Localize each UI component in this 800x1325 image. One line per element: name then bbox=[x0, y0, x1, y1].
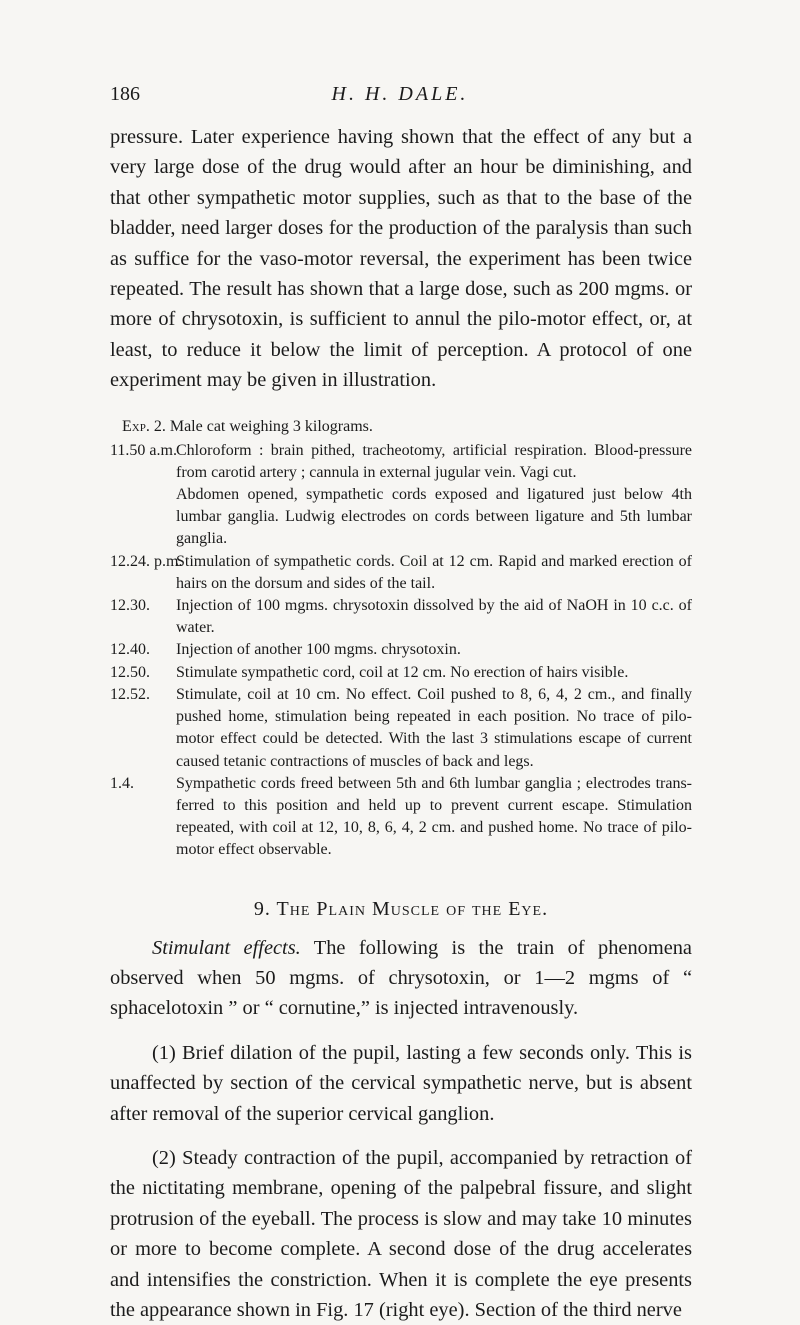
section-heading bbox=[110, 898, 692, 921]
running-head: H. H. DALE. bbox=[331, 83, 469, 105]
protocol-time: 12.24. p.m. bbox=[110, 552, 183, 570]
protocol-time: 11.50 a.m. bbox=[110, 441, 177, 459]
protocol-text: Sympathetic cords freed between 5th and 6th lumbar ganglia ; electrodes trans-ferred to this position and held up to prevent current escape. Stimulation repeated, with coil at 12, 10, 8, 6, 4, 2 cm. and pushed home. No trace of pilo-motor effect observable. bbox=[176, 774, 692, 859]
protocol-text: Stimulate, coil at 10 cm. No effect. Coil pushed to 8, 6, 4, 2 cm., and finally pushed home, stimulation being repeated in each position. No trace of pilo-motor effect could be detected. With the last 3 stimulations escape of current caused tetanic contractions of muscles of back and legs. bbox=[176, 685, 692, 770]
stimulant-paragraph bbox=[110, 933, 692, 1024]
protocol-text: Abdomen opened, sympathetic cords exposed and ligatured just below 4th lumbar ganglia. Ludwig electrodes on cords between ligature and 5th lumbar ganglia. bbox=[176, 486, 692, 548]
stimulant-rest: The following is the train of phenomena observed when 50 mgms. of chrysotoxin, or 1—2 mgms of “ sphacelotoxin ” or “ cornutine,” is injected intravenously. bbox=[110, 936, 692, 1020]
paragraph-2: (2) Steady contraction of the pupil, accompanied by retraction of the nictitating membrane, opening of the palpebral fissure, and slight protrusion of the eyeball. The process is slow and may take 10 minutes or more to become complete. A second dose of the drug accelerates and intensifies the constriction. When it is complete the eye presents the appearance shown in Fig. 17 (right eye). Section of the third nerve bbox=[110, 1146, 692, 1321]
page-number: 186 bbox=[110, 83, 140, 105]
page-body bbox=[110, 122, 692, 1325]
protocol-text: Stimulate sympathetic cord, coil at 12 cm. No erection of hairs visible. bbox=[176, 663, 629, 681]
protocol-entry bbox=[110, 684, 692, 773]
page-header bbox=[110, 83, 690, 117]
protocol-time: 12.30. bbox=[110, 597, 150, 615]
protocol-time: 12.50. bbox=[110, 663, 150, 681]
protocol-entry bbox=[110, 551, 692, 595]
paragraph-1: (1) Brief dilation of the pupil, lasting a few seconds only. This is unaffected by section of the cervical sympathetic nerve, but is absent after removal of the superior cervical ganglion. bbox=[110, 1041, 692, 1125]
protocol-entry bbox=[110, 440, 692, 484]
experiment-protocol bbox=[110, 440, 692, 862]
protocol-text: Stimulation of sympathetic cords. Coil at 12 cm. Rapid and marked erection of hairs on the dorsum and sides of the tail. bbox=[176, 552, 692, 592]
protocol-time: 12.40. bbox=[110, 641, 150, 659]
experiment-heading bbox=[110, 416, 692, 438]
spacer bbox=[110, 1024, 692, 1038]
protocol-text: Injection of another 100 mgms. chrysotoxin. bbox=[176, 641, 461, 659]
protocol-text: Injection of 100 mgms. chrysotoxin dissolved by the aid of NaOH in 10 c.c. of water. bbox=[176, 597, 692, 637]
stimulant-lead: Stimulant effects. bbox=[152, 936, 301, 959]
spacer bbox=[110, 1129, 692, 1143]
protocol-time: 12.52. bbox=[110, 685, 150, 703]
protocol-time: 1.4. bbox=[110, 774, 134, 792]
experiment-label: Exp. 2. bbox=[122, 417, 166, 435]
protocol-entry bbox=[110, 662, 692, 684]
protocol-entry bbox=[110, 484, 692, 551]
protocol-entry bbox=[110, 595, 692, 639]
section-title: 9. The Plain Muscle of the Eye. bbox=[253, 897, 549, 920]
protocol-entry bbox=[110, 773, 692, 862]
protocol-text: Chloroform : brain pithed, tracheotomy, artificial respiration. Blood-pressure from carotid artery ; cannula in external jugular vein. Vagi cut. bbox=[176, 441, 692, 481]
protocol-entry bbox=[110, 639, 692, 661]
intro-paragraph: pressure. Later experience having shown that the effect of any but a very large dose of the drug would after an hour be diminishing, and that other sympathetic motor supplies, such as that to the base of the bladder, need larger doses for the production of the paralysis than such as suffice for the vaso-motor reversal, the experiment has been twice repeated. The result has shown that a large dose, such as 200 mgms. or more of chrysotoxin, is sufficient to annul the pilo-motor effect, or, at least, to reduce it below the limit of perception. A protocol of one experiment may be given in illustration. bbox=[110, 126, 692, 392]
experiment-subject: Male cat weighing 3 kilograms. bbox=[169, 417, 373, 435]
